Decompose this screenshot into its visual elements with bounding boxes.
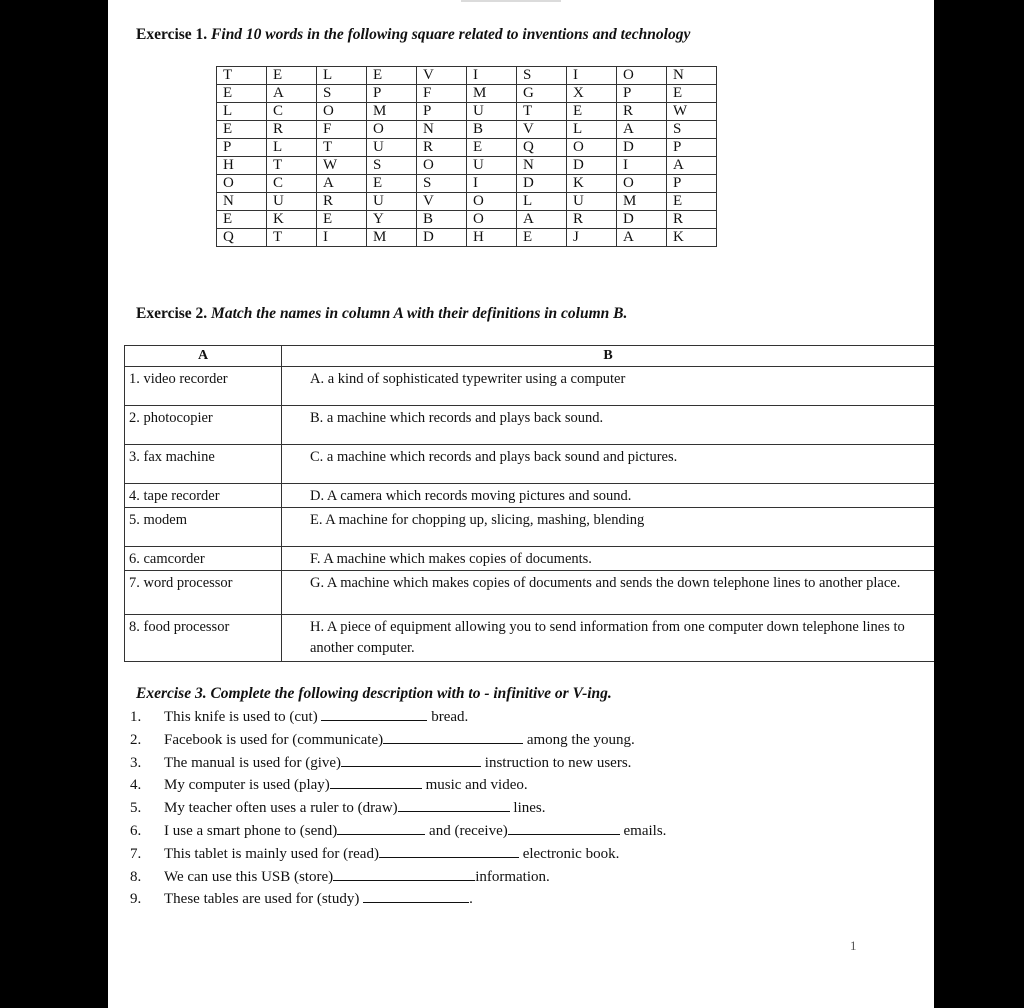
grid-cell: R	[567, 211, 617, 229]
column-a-cell: 3. fax machine	[125, 445, 282, 484]
exercise3-instruction: Exercise 3. Complete the following description with to - infinitive or V-ing.	[136, 685, 612, 702]
grid-cell: K	[567, 175, 617, 193]
exercise2-title	[136, 305, 627, 323]
grid-cell: C	[267, 103, 317, 121]
grid-cell: I	[567, 67, 617, 85]
matching-row	[125, 445, 935, 484]
item-number: 9.	[130, 891, 142, 908]
grid-row	[217, 175, 717, 193]
item-ending: information.	[475, 868, 550, 885]
grid-cell: V	[417, 193, 467, 211]
grid-cell: T	[267, 157, 317, 175]
answer-blank[interactable]	[330, 774, 422, 789]
grid-cell: T	[267, 229, 317, 247]
exercise3-item	[130, 820, 666, 843]
item-ending: emails.	[619, 822, 667, 839]
answer-blank[interactable]	[363, 888, 469, 903]
grid-cell: U	[467, 157, 517, 175]
grid-cell: S	[317, 85, 367, 103]
grid-cell: M	[367, 103, 417, 121]
grid-cell: E	[317, 211, 367, 229]
grid-cell: U	[267, 193, 317, 211]
exercise3-item	[130, 774, 666, 797]
grid-cell: I	[467, 67, 517, 85]
grid-cell: L	[217, 103, 267, 121]
matching-table	[124, 345, 934, 662]
exercise3-item	[130, 729, 666, 752]
item-number: 4.	[130, 777, 142, 794]
exercise3-item	[130, 843, 666, 866]
grid-cell: T	[317, 139, 367, 157]
grid-row	[217, 121, 717, 139]
grid-cell: W	[317, 157, 367, 175]
matching-row	[125, 508, 935, 547]
grid-cell: V	[517, 121, 567, 139]
grid-cell: H	[217, 157, 267, 175]
matching-table-header	[125, 346, 935, 367]
grid-cell: M	[367, 229, 417, 247]
column-b-cell: B. a machine which records and plays back sound.	[282, 406, 935, 445]
grid-cell: D	[617, 139, 667, 157]
grid-cell: C	[267, 175, 317, 193]
matching-row	[125, 615, 935, 662]
exercise3-item	[130, 752, 666, 775]
grid-cell: N	[217, 193, 267, 211]
grid-cell: E	[367, 67, 417, 85]
item-ending: electronic book.	[518, 845, 620, 862]
item-prompt: We can use this USB (store)	[164, 868, 334, 885]
column-b-cell: F. A machine which makes copies of documents.	[282, 547, 935, 571]
grid-cell: R	[617, 103, 667, 121]
grid-cell: Q	[517, 139, 567, 157]
item-ending: among the young.	[523, 731, 635, 748]
answer-blank[interactable]	[321, 706, 427, 721]
item-ending: .	[469, 891, 473, 908]
grid-cell: E	[567, 103, 617, 121]
grid-cell: U	[467, 103, 517, 121]
item-prompt-middle: and (receive)	[425, 822, 508, 839]
grid-cell: R	[317, 193, 367, 211]
column-b-cell: D. A camera which records moving pictures and sound.	[282, 484, 935, 508]
grid-cell: E	[667, 85, 717, 103]
item-ending: lines.	[509, 800, 546, 817]
exercise3-title	[136, 685, 612, 703]
item-ending: music and video.	[421, 777, 528, 794]
grid-cell: F	[417, 85, 467, 103]
grid-cell: L	[267, 139, 317, 157]
grid-cell: L	[317, 67, 367, 85]
grid-cell: O	[617, 67, 667, 85]
grid-cell: B	[467, 121, 517, 139]
column-a-cell: 6. camcorder	[125, 547, 282, 571]
column-b-cell: H. A piece of equipment allowing you to send information from one computer down telephone lines to another computer.	[282, 615, 935, 662]
grid-cell: E	[667, 193, 717, 211]
grid-cell: A	[667, 157, 717, 175]
item-prompt: This knife is used to (cut)	[164, 709, 322, 725]
grid-cell: N	[417, 121, 467, 139]
exercise1-label: Exercise 1.	[136, 26, 208, 43]
grid-cell: K	[667, 229, 717, 247]
grid-cell: E	[217, 121, 267, 139]
column-b-cell: A. a kind of sophisticated typewriter using a computer	[282, 367, 935, 406]
grid-cell: A	[617, 229, 667, 247]
exercise3-item	[130, 797, 666, 820]
grid-cell: S	[367, 157, 417, 175]
column-b-cell: C. a machine which records and plays back sound and pictures.	[282, 445, 935, 484]
grid-cell: Y	[367, 211, 417, 229]
grid-cell: G	[517, 85, 567, 103]
grid-cell: I	[467, 175, 517, 193]
answer-blank[interactable]	[337, 820, 425, 835]
item-ending: instruction to new users.	[481, 754, 632, 771]
grid-cell: E	[467, 139, 517, 157]
grid-cell: B	[417, 211, 467, 229]
grid-cell: E	[367, 175, 417, 193]
grid-cell: T	[217, 67, 267, 85]
grid-cell: E	[217, 211, 267, 229]
exercise1-title	[136, 26, 690, 44]
grid-cell: M	[617, 193, 667, 211]
answer-blank[interactable]	[333, 866, 475, 881]
column-a-cell: 7. word processor	[125, 571, 282, 615]
grid-row	[217, 229, 717, 247]
item-number: 8.	[130, 868, 142, 885]
grid-cell: E	[267, 67, 317, 85]
grid-cell: P	[667, 175, 717, 193]
grid-cell: R	[417, 139, 467, 157]
worksheet-page	[108, 0, 934, 1008]
grid-cell: O	[317, 103, 367, 121]
column-a-cell: 2. photocopier	[125, 406, 282, 445]
column-b-header: B	[282, 346, 935, 367]
grid-cell: E	[517, 229, 567, 247]
grid-cell: N	[667, 67, 717, 85]
column-a-header: A	[125, 346, 282, 367]
item-prompt: The manual is used for (give)	[164, 754, 342, 771]
column-a-cell: 8. food processor	[125, 615, 282, 662]
matching-row	[125, 406, 935, 445]
grid-cell: H	[467, 229, 517, 247]
item-prompt: My teacher often uses a ruler to (draw)	[164, 800, 398, 817]
grid-cell: O	[617, 175, 667, 193]
grid-row	[217, 193, 717, 211]
grid-cell: O	[367, 121, 417, 139]
word-search-grid	[216, 66, 717, 247]
grid-cell: O	[467, 193, 517, 211]
grid-cell: K	[267, 211, 317, 229]
item-prompt: This tablet is mainly used for (read)	[164, 845, 379, 862]
grid-cell: D	[567, 157, 617, 175]
grid-cell: O	[217, 175, 267, 193]
grid-cell: L	[517, 193, 567, 211]
column-b-cell: G. A machine which makes copies of documents and sends the down telephone lines to another place.	[282, 571, 935, 615]
grid-row	[217, 139, 717, 157]
grid-cell: D	[517, 175, 567, 193]
grid-cell: P	[417, 103, 467, 121]
item-number: 5.	[130, 800, 142, 817]
column-a-cell: 1. video recorder	[125, 367, 282, 406]
column-b-cell: E. A machine for chopping up, slicing, mashing, blending	[282, 508, 935, 547]
grid-cell: S	[517, 67, 567, 85]
item-ending: bread.	[427, 709, 469, 725]
item-number: 1.	[130, 709, 142, 725]
grid-cell: U	[567, 193, 617, 211]
grid-cell: J	[567, 229, 617, 247]
grid-row	[217, 67, 717, 85]
grid-cell: O	[417, 157, 467, 175]
exercise3-item	[130, 866, 666, 889]
item-number: 6.	[130, 822, 142, 839]
grid-cell: T	[517, 103, 567, 121]
grid-cell: R	[267, 121, 317, 139]
grid-cell: O	[567, 139, 617, 157]
exercise3-list	[130, 706, 666, 911]
grid-cell: D	[417, 229, 467, 247]
exercise2-instruction: Match the names in column A with their definitions in column B.	[211, 305, 628, 322]
column-a-cell: 4. tape recorder	[125, 484, 282, 508]
item-prompt: These tables are used for (study)	[164, 891, 364, 908]
item-number: 3.	[130, 754, 142, 771]
grid-cell: L	[567, 121, 617, 139]
grid-cell: X	[567, 85, 617, 103]
grid-cell: U	[367, 139, 417, 157]
grid-row	[217, 103, 717, 121]
answer-blank[interactable]	[383, 729, 523, 744]
grid-cell: R	[667, 211, 717, 229]
cropped-heading-fragment	[461, 0, 561, 2]
grid-cell: D	[617, 211, 667, 229]
matching-row	[125, 547, 935, 571]
grid-cell: I	[617, 157, 667, 175]
grid-cell: I	[317, 229, 367, 247]
column-a-cell: 5. modem	[125, 508, 282, 547]
grid-cell: A	[517, 211, 567, 229]
exercise2-label: Exercise 2.	[136, 305, 208, 322]
item-prompt: Facebook is used for (communicate)	[164, 731, 384, 748]
matching-row	[125, 484, 935, 508]
exercise1-instruction: Find 10 words in the following square related to inventions and technology	[211, 26, 691, 43]
grid-cell: Q	[217, 229, 267, 247]
grid-cell: F	[317, 121, 367, 139]
matching-row	[125, 571, 935, 615]
grid-cell: N	[517, 157, 567, 175]
grid-cell: M	[467, 85, 517, 103]
grid-cell: A	[317, 175, 367, 193]
grid-row	[217, 211, 717, 229]
exercise3-item	[130, 706, 666, 729]
answer-blank[interactable]	[508, 820, 620, 835]
answer-blank[interactable]	[341, 752, 481, 767]
grid-cell: P	[667, 139, 717, 157]
grid-cell: P	[617, 85, 667, 103]
page-number: 1	[850, 938, 857, 953]
answer-blank[interactable]	[379, 843, 519, 858]
item-number: 2.	[130, 731, 142, 748]
answer-blank[interactable]	[398, 797, 510, 812]
item-number: 7.	[130, 845, 142, 862]
item-prompt: My computer is used (play)	[164, 777, 330, 794]
grid-cell: E	[217, 85, 267, 103]
grid-cell: P	[367, 85, 417, 103]
matching-row	[125, 367, 935, 406]
grid-cell: W	[667, 103, 717, 121]
grid-cell: A	[267, 85, 317, 103]
grid-cell: S	[417, 175, 467, 193]
exercise3-item	[130, 888, 666, 911]
grid-cell: S	[667, 121, 717, 139]
grid-cell: O	[467, 211, 517, 229]
grid-cell: V	[417, 67, 467, 85]
grid-row	[217, 157, 717, 175]
grid-cell: A	[617, 121, 667, 139]
grid-cell: P	[217, 139, 267, 157]
grid-row	[217, 85, 717, 103]
grid-cell: U	[367, 193, 417, 211]
item-prompt: I use a smart phone to (send)	[164, 822, 338, 839]
